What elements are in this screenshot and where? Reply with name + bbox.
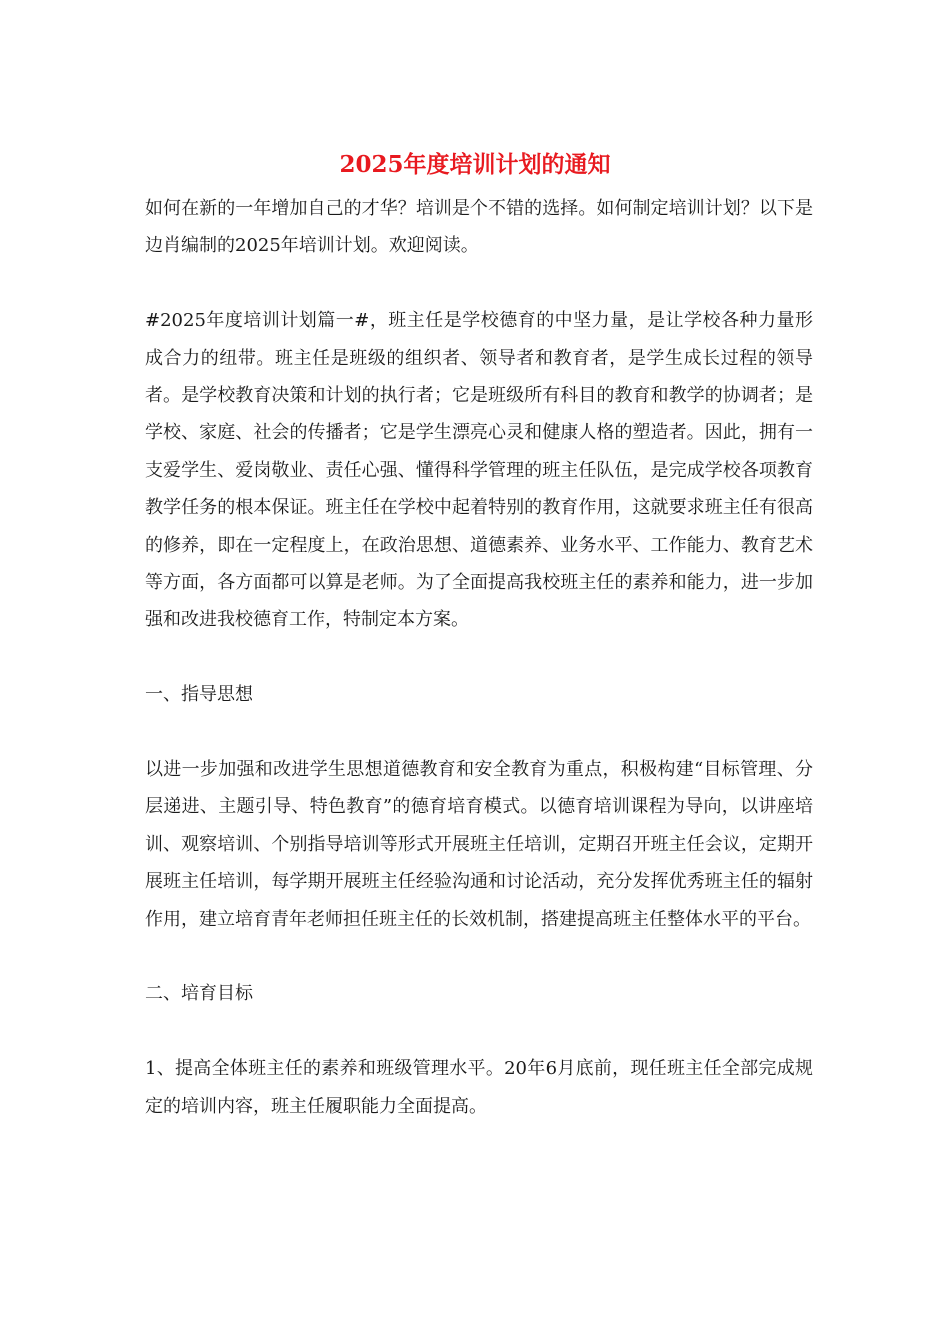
paragraph-gap: [145, 938, 813, 975]
body-paragraph: 1、提高全体班主任的素养和班级管理水平。20年6月底前，现任班主任全部完成规定的培训内容，班主任履职能力全面提高。: [145, 1058, 813, 1117]
body-paragraph: #2025年度培训计划篇一#，班主任是学校德育的中坚力量，是让学校各种力量形成合力的纽带。班主任是班级的组织者、领导者和教育者，是学生成长过程的领导者。是学校教育决策和计划的执行者；它是班级所有科目的教育和教学的协调者；是学校、家庭、社会的传播者；它是学生漂亮心灵和健康人格的塑造者。因此，拥有一支爱学生、爱岗敬业、责任心强、懂得科学管理的班主任队伍，是完成学校各项教育教学任务的根本保证。班主任在学校中起着特别的教育作用，这就要求班主任有很高的修养，即在一定程度上，在政治思想、道德素养、业务水平、工作能力、教育艺术等方面，各方面都可以算是老师。为了全面提高我校班主任的素养和能力，进一步加强和改进我校德育工作，特制定本方案。: [145, 310, 813, 631]
paragraph-gap: [145, 639, 813, 676]
paragraph-gap: [145, 1013, 813, 1050]
paragraph-gap: [145, 265, 813, 302]
section-heading: 二、培育目标: [145, 983, 253, 1005]
paragraph-gap: [145, 714, 813, 751]
body-paragraph: 以进一步加强和改进学生思想道德教育和安全教育为重点，积极构建“目标管理、分层递进、主题引导、特色教育”的德育培育模式。以德育培训课程为导向，以讲座培训、观察培训、个别指导培训等形式开展班主任培训，定期召开班主任会议，定期开展班主任培训，每学期开展班主任经验沟通和讨论活动，充分发挥优秀班主任的辐射作用，建立培育青年老师担任班主任的长效机制，搭建提高班主任整体水平的平台。: [145, 759, 813, 930]
document-title: 2025年度培训计划的通知: [339, 151, 611, 178]
document-body: [145, 190, 813, 1125]
section-heading: 一、指导思想: [145, 684, 253, 706]
intro-paragraph: 如何在新的一年增加自己的才华？培训是个不错的选择。如何制定培训计划？以下是边肖编制的2025年培训计划。欢迎阅读。: [145, 198, 813, 257]
